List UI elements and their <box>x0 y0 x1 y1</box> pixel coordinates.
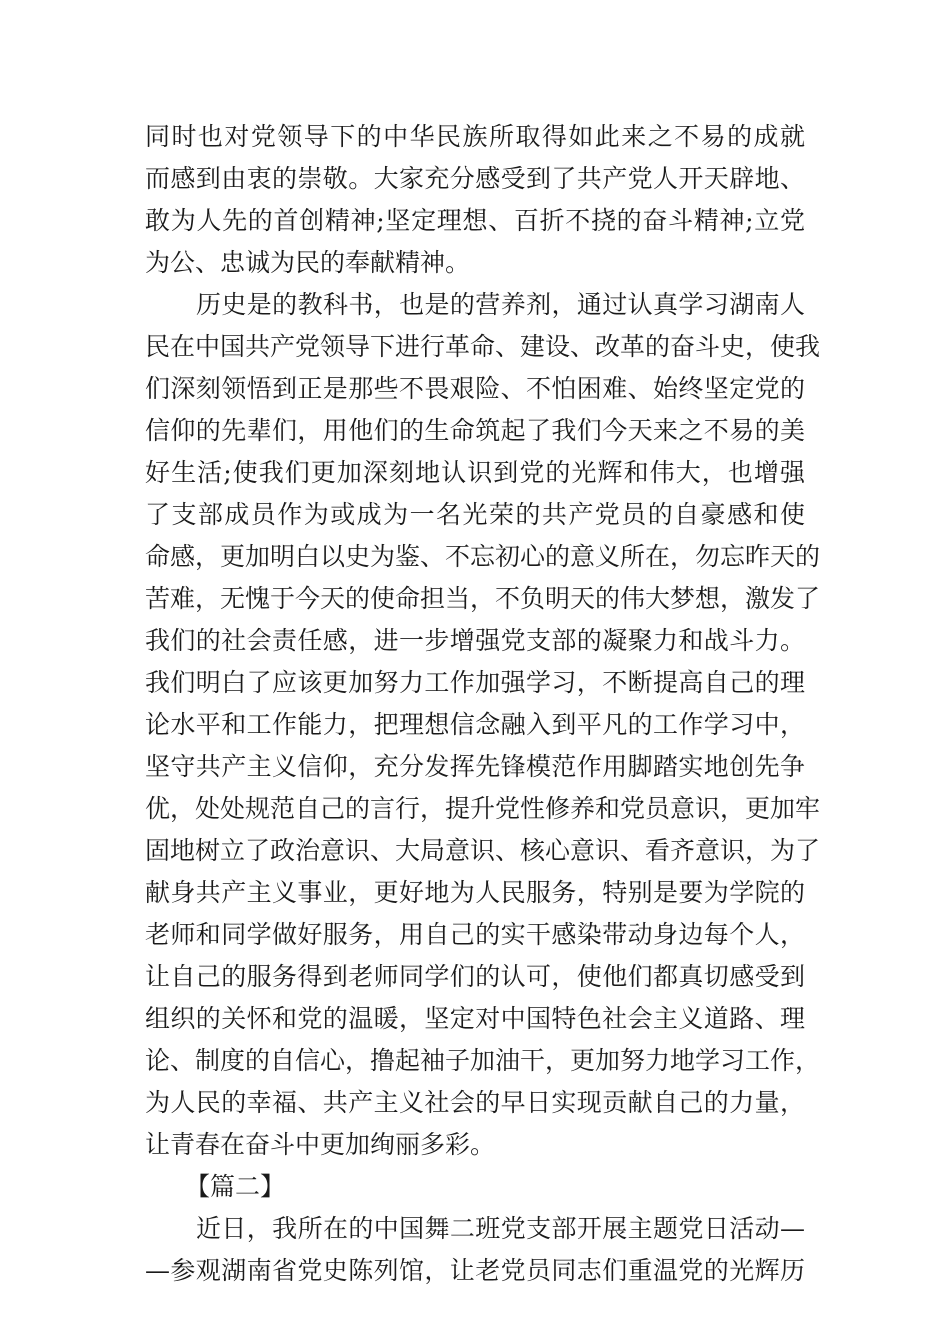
text-line: 为公、忠诚为民的奉献精神。 <box>145 248 471 277</box>
text-line: 组织的关怀和党的温暖，坚定对中国特色社会主义道路、理 <box>145 1004 805 1033</box>
text-line: 信仰的先辈们，用他们的生命筑起了我们今天来之不易的美 <box>145 416 805 445</box>
text-line: 同时也对党领导下的中华民族所取得如此来之不易的成就 <box>145 122 805 151</box>
text-line: 让自己的服务得到老师同学们的认可，使他们都真切感受到 <box>145 962 805 991</box>
text-line: —参观湖南省党史陈列馆，让老党员同志们重温党的光辉历 <box>145 1256 805 1285</box>
text-line: 我们明白了应该更加努力工作加强学习，不断提高自己的理 <box>145 668 805 697</box>
text-line: 好生活;使我们更加深刻地认识到党的光辉和伟大，也增强 <box>145 458 805 487</box>
text-line: 我们的社会责任感，进一步增强党支部的凝聚力和战斗力。 <box>145 626 805 655</box>
text-line: 让青春在奋斗中更加绚丽多彩。 <box>145 1130 496 1159</box>
text-line: 们深刻领悟到正是那些不畏艰险、不怕困难、始终坚定党的 <box>145 374 805 403</box>
section-heading: 【篇二】 <box>185 1172 286 1201</box>
text-line: 了支部成员作为或成为一名光荣的共产党员的自豪感和使 <box>145 500 805 529</box>
text-line: 固地树立了政治意识、大局意识、核心意识、看齐意识，为了 <box>145 836 821 865</box>
text-line: 老师和同学做好服务，用自己的实干感染带动身边每个人， <box>145 920 805 949</box>
text-line: 近日，我所在的中国舞二班党支部开展主题党日活动— <box>196 1214 805 1243</box>
text-line: 优，处处规范自己的言行，提升党性修养和党员意识，更加牢 <box>145 794 821 823</box>
text-line: 民在中国共产党领导下进行革命、建设、改革的奋斗史，使我 <box>145 332 821 361</box>
text-line: 为人民的幸福、共产主义社会的早日实现贡献自己的力量， <box>145 1088 805 1117</box>
text-line: 论水平和工作能力，把理想信念融入到平凡的工作学习中， <box>145 710 805 739</box>
text-line: 敢为人先的首创精神;坚定理想、百折不挠的奋斗精神;立党 <box>145 206 805 235</box>
text-line: 论、制度的自信心，撸起袖子加油干，更加努力地学习工作， <box>145 1046 821 1075</box>
text-line: 坚守共产主义信仰，充分发挥先锋模范作用脚踏实地创先争 <box>145 752 805 781</box>
text-line: 命感，更加明白以史为鉴、不忘初心的意义所在，勿忘昨天的 <box>145 542 821 571</box>
text-line: 献身共产主义事业，更好地为人民服务，特别是要为学院的 <box>145 878 805 907</box>
text-line: 而感到由衷的崇敬。大家充分感受到了共产党人开天辟地、 <box>145 164 805 193</box>
text-line: 历史是的教科书，也是的营养剂，通过认真学习湖南人 <box>196 290 805 319</box>
text-line: 苦难，无愧于今天的使命担当，不负明天的伟大梦想，激发了 <box>145 584 821 613</box>
